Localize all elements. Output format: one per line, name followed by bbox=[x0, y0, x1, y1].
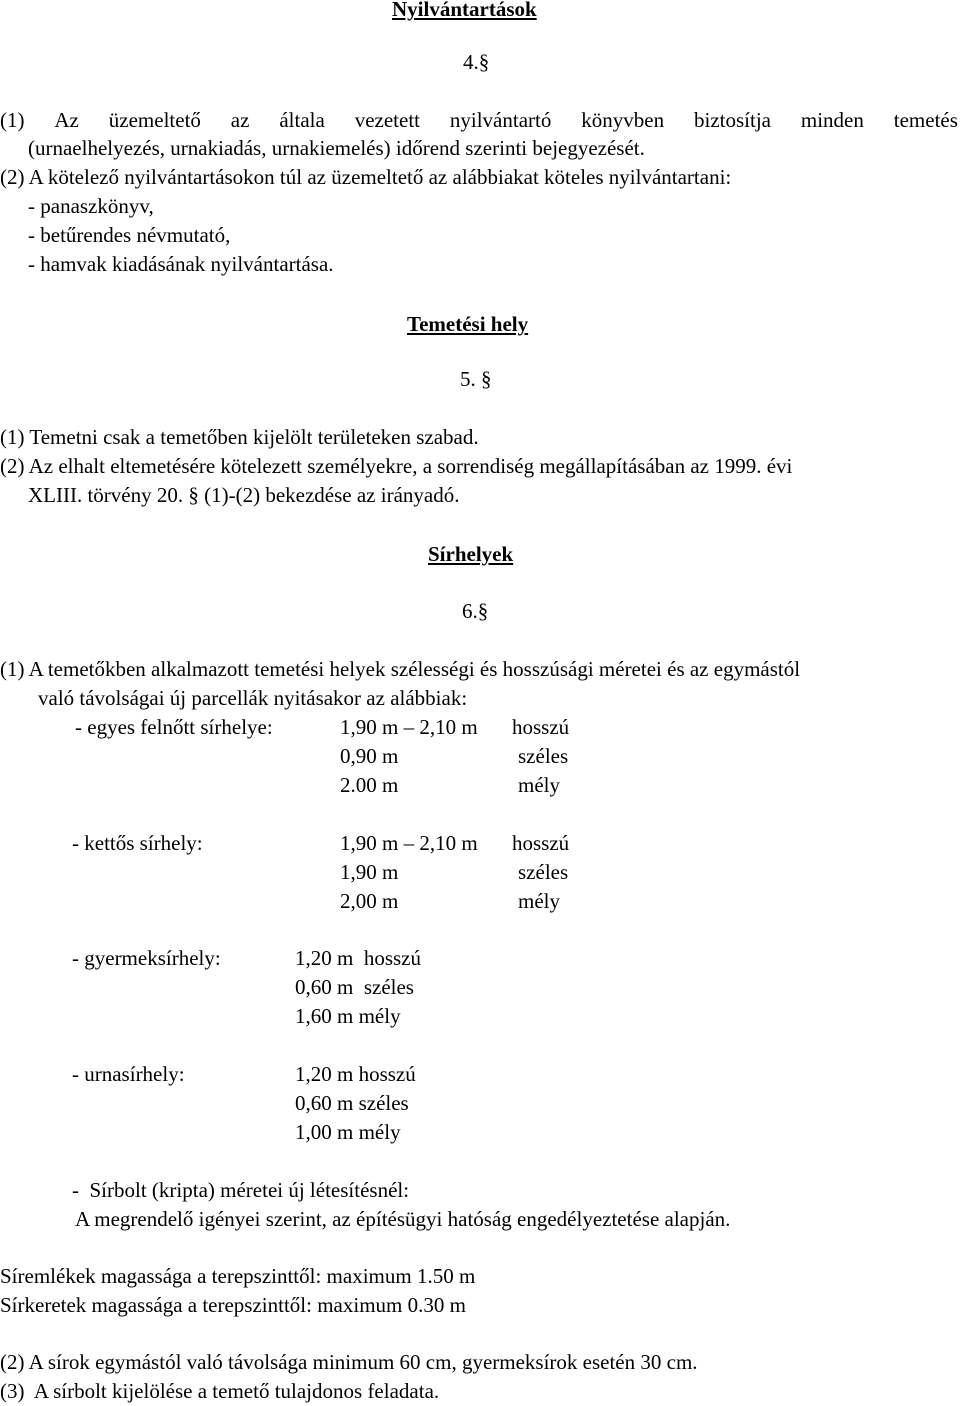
section-heading-nyilvantartasok: Nyilvántartások bbox=[392, 0, 537, 21]
grave-type-label-urn: - urnasírhely: bbox=[72, 1062, 185, 1086]
s4-paragraph-1-line-2: (urnaelhelyezés, urnakiadás, urnakiemelés) időrend szerinti bejegyezését. bbox=[28, 136, 645, 160]
section-heading-temetesi-hely: Temetési hely bbox=[407, 312, 529, 336]
dimension-value: 1,90 m bbox=[340, 860, 399, 884]
dimension-value: 1,90 m – 2,10 m bbox=[340, 831, 478, 855]
grave-type-label-double: - kettős sírhely: bbox=[72, 831, 203, 855]
s5-paragraph-2-line-1: (2) Az elhalt eltemetésére kötelezett személyekre, a sorrendiség megállapításában az 1999. évi bbox=[0, 454, 793, 478]
dimension-unit: hosszú bbox=[512, 831, 570, 855]
s5-paragraph-1: (1) Temetni csak a temetőben kijelölt területeken szabad. bbox=[0, 425, 479, 449]
dimension-value: 2,00 m bbox=[340, 889, 399, 913]
s4-paragraph-2: (2) A kötelező nyilvántartásokon túl az üzemeltető az alábbiakat köteles nyilvántartani: bbox=[0, 165, 732, 189]
dimension-line: 0,60 m széles bbox=[295, 975, 414, 999]
crypt-line-1: - Sírbolt (kripta) méretei új létesítésnél: bbox=[72, 1178, 410, 1202]
grave-type-label-child: - gyermeksírhely: bbox=[72, 946, 221, 970]
s6-paragraph-3: (3) A sírbolt kijelölése a temető tulajdonos feladata. bbox=[0, 1379, 440, 1403]
s4-list-item: - hamvak kiadásának nyilvántartása. bbox=[28, 252, 334, 276]
dimension-unit: széles bbox=[518, 744, 569, 768]
grave-type-label-single-adult: - egyes felnőtt sírhelye: bbox=[75, 715, 273, 739]
dimension-unit: mély bbox=[518, 773, 560, 797]
s6-paragraph-2: (2) A sírok egymástól való távolsága minimum 60 cm, gyermeksírok esetén 30 cm. bbox=[0, 1350, 698, 1374]
s4-list-item: - betűrendes névmutató, bbox=[28, 223, 231, 247]
dimension-value: 2.00 m bbox=[340, 773, 399, 797]
dimension-unit: hosszú bbox=[512, 715, 570, 739]
dimension-line: 1,60 m mély bbox=[295, 1004, 401, 1028]
section-number-4: 4.§ bbox=[463, 50, 490, 74]
s6-paragraph-1-line-1: (1) A temetőkben alkalmazott temetési helyek szélességi és hosszúsági méretei és az egymástól bbox=[0, 657, 801, 681]
dimension-unit: széles bbox=[518, 860, 569, 884]
monument-height: Síremlékek magassága a terepszinttől: maximum 1.50 m bbox=[0, 1264, 476, 1288]
s5-paragraph-2-line-2: XLIII. törvény 20. § (1)-(2) bekezdése az irányadó. bbox=[28, 483, 460, 507]
dimension-value: 0,90 m bbox=[340, 744, 399, 768]
section-number-5: 5. § bbox=[460, 367, 492, 391]
s6-paragraph-1-line-2: való távolságai új parcellák nyitásakor az alábbiak: bbox=[38, 686, 468, 710]
section-heading-sirhelyek: Sírhelyek bbox=[428, 542, 514, 566]
dimension-value: 1,90 m – 2,10 m bbox=[340, 715, 478, 739]
section-number-6: 6.§ bbox=[462, 599, 489, 623]
crypt-line-2: A megrendelő igényei szerint, az építésügyi hatóság engedélyeztetése alapján. bbox=[75, 1207, 731, 1231]
dimension-line: 1,00 m mély bbox=[295, 1120, 401, 1144]
dimension-line: 1,20 m hosszú bbox=[295, 1062, 416, 1086]
dimension-line: 0,60 m széles bbox=[295, 1091, 409, 1115]
dimension-line: 1,20 m hosszú bbox=[295, 946, 421, 970]
s4-paragraph-1-line-1: (1) Az üzemeltető az általa vezetett nyilvántartó könyvben biztosítja minden temetés bbox=[0, 108, 958, 132]
grave-frame-height: Sírkeretek magassága a terepszinttől: maximum 0.30 m bbox=[0, 1293, 466, 1317]
s4-list-item: - panaszkönyv, bbox=[28, 194, 154, 218]
dimension-unit: mély bbox=[518, 889, 560, 913]
